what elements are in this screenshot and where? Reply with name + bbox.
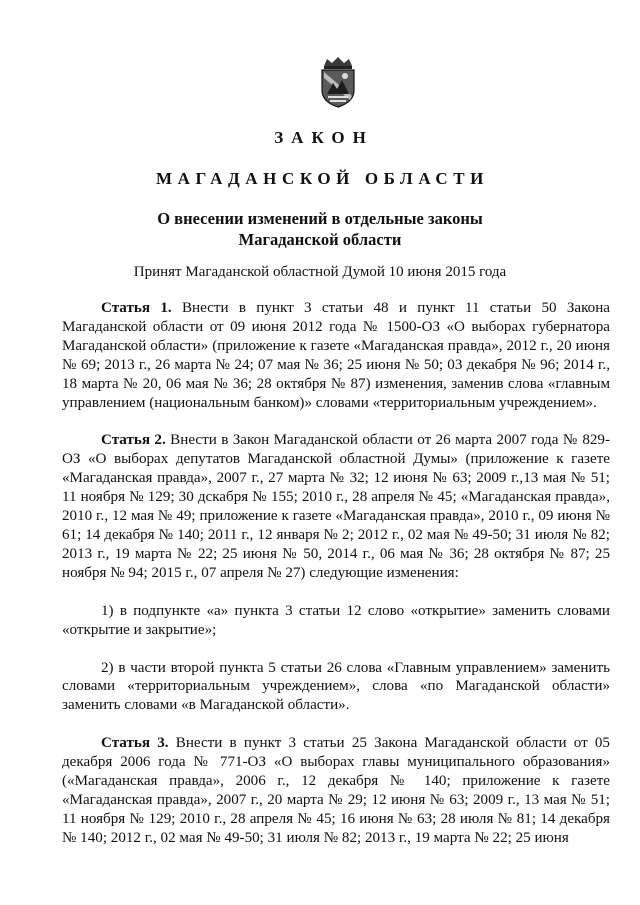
article-3-label: Статья 3. bbox=[101, 735, 169, 752]
law-body bbox=[62, 299, 610, 848]
article-2-label: Статья 2. bbox=[101, 432, 166, 449]
article-3-text: Внести в пункт 3 статьи 25 Закона Магаданской области от 05 декабря 2006 года № 771-ОЗ «О выборах главы муниципального образования» («Магаданская правда», 2006 г., 12 декабря № 140; приложение к газете «Магаданская правда», 2007 г., 20 марта № 29; 12 июня № 63; 2009 г., 13 мая № 51; 11 ноября № 129; 2010 г., 28 апреля № 45; 16 июня № 63; 28 июля № 81; 14 декабря № 140; 2012 г., 02 мая № 49-50; 31 июля № 82; 2013 г., 19 марта № 22; 25 июня bbox=[62, 735, 610, 846]
coat-of-arms-icon bbox=[318, 56, 358, 108]
article-3 bbox=[62, 734, 610, 847]
article-2-item-1: 1) в подпункте «а» пункта 3 статьи 12 слово «открытие» заменить словами «открытие и закрытие»; bbox=[62, 602, 610, 638]
subject-line-2: Магаданской области bbox=[238, 230, 402, 249]
article-2 bbox=[62, 431, 610, 582]
article-1-text: Внести в пункт 3 статьи 48 и пункт 11 статьи 50 Закона Магаданской области от 09 июня 2012 года № 1500-ОЗ «О выборах губернатора Магаданской области» (приложение к газете «Магаданская правда», 2012 г., 20 июня № 69; 2013 г., 26 марта № 24; 07 мая № 36; 25 июня № 50; 03 декабря № 96; 2014 г., 18 марта № 20, 06 мая № 36; 28 октября № 87) изменения, заменив слова «главным управлением (национальным банком)» словами «территориальным учреждением». bbox=[62, 300, 610, 411]
article-1-label: Статья 1. bbox=[101, 300, 172, 316]
subject-line-1: О внесении изменений в отдельные законы bbox=[157, 209, 483, 228]
law-title: ЗАКОН bbox=[274, 128, 374, 147]
region-title: МАГАДАНСКОЙ ОБЛАСТИ bbox=[155, 169, 489, 188]
adoption-note: Принят Магаданской областной Думой 10 июня 2015 года bbox=[133, 264, 507, 280]
article-1 bbox=[62, 299, 610, 412]
law-subject bbox=[0, 208, 640, 250]
article-2-item-2: 2) в части второй пункта 5 статьи 26 слова «Главным управлением» заменить словами «территориальным учреждением», слова «по Магаданской области» заменить словами «в Магаданской области». bbox=[62, 659, 610, 714]
article-2-text: Внести в Закон Магаданской области от 26 марта 2007 года № 829-ОЗ «О выборах депутатов Магаданской областной Думы» (приложение к газете «Магаданская правда», 2007 г., 27 марта № 32; 12 июня № 63; 2009 г.,13 мая № 51; 11 ноября № 129; 30 дскабря № 155; 2010 г., 28 апреля № 45; «Магаданская правда», 2010 г., 12 мая № 49; приложение к газете «Магаданская правда», 2010 г., 09 июня № 61; 14 декабря № 140; 2011 г., 12 января № 2; 2012 г., 02 мая № 49-50; 31 июля № 82; 2013 г., 19 марта № 22; 25 июня № 50, 2014 г., 06 мая № 36; 28 октября № 87; 25 ноября № 94; 2015 г., 07 апреля № 27) следующие изменения: bbox=[62, 432, 610, 581]
